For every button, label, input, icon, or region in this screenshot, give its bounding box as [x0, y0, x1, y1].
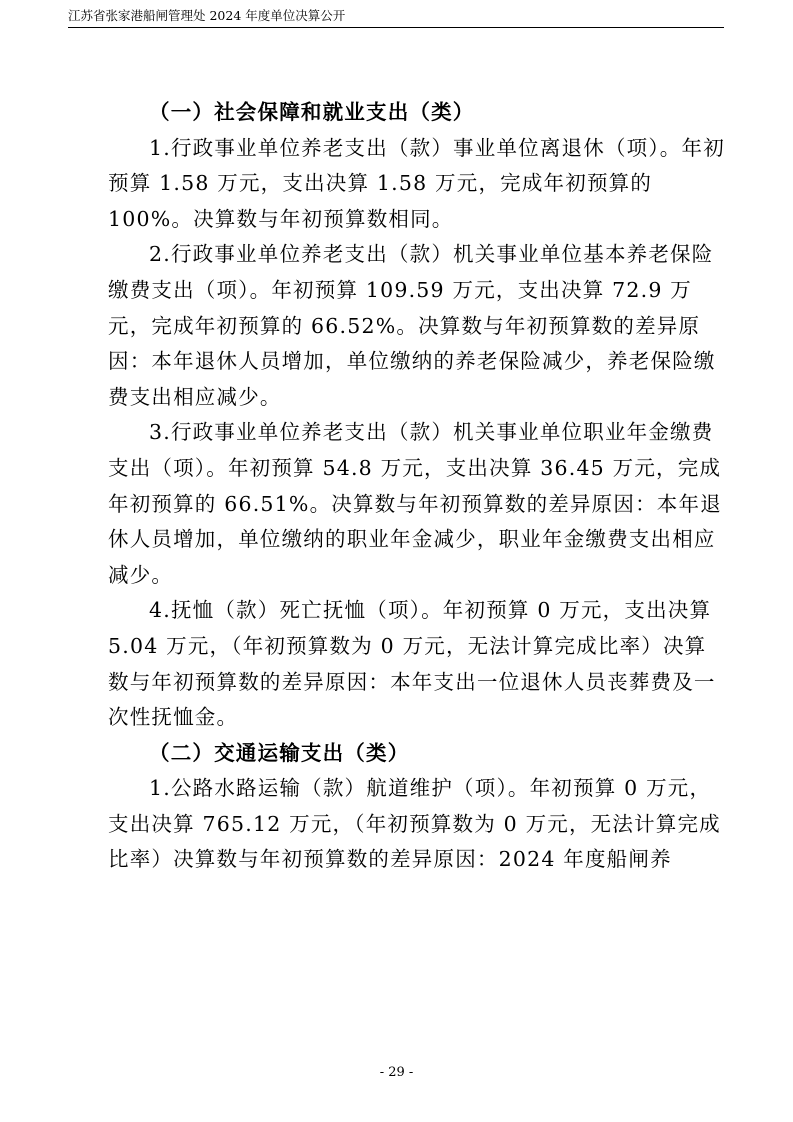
- document-body: [108, 95, 728, 878]
- paragraph-item-1-1: 1.行政事业单位养老支出（款）事业单位离退休（项）。年初预算 1.58 万元，支出决算 1.58 万元，完成年初预算的100%。决算数与年初预算数相同。: [108, 135, 725, 231]
- page-number: - 29 -: [379, 1065, 414, 1080]
- section-heading-social-security: （一）社会保障和就业支出（类）: [149, 100, 475, 124]
- paragraph-item-1-2: 2.行政事业单位养老支出（款）机关事业单位基本养老保险缴费支出（项）。年初预算 109.59 万元，支出决算 72.9 万元，完成年初预算的 66.52%。决算数与年初预算数的差异原因：本年退休人员增加，单位缴纳的养老保险减少，养老保险缴费支出相应减少。: [108, 242, 716, 409]
- paragraph-item-1-3: 3.行政事业单位养老支出（款）机关事业单位职业年金缴费支出（项）。年初预算 54.8 万元，支出决算 36.45 万元，完成年初预算的 66.51%。决算数与年初预算数的差异原因：本年退休人员增加，单位缴纳的职业年金减少，职业年金缴费支出相应减少。: [108, 420, 722, 587]
- section-heading-transport: （二）交通运输支出（类）: [149, 740, 410, 765]
- running-header: 江苏省张家港船闸管理处 2024 年度单位决算公开: [68, 8, 346, 23]
- header-rule: [68, 27, 724, 28]
- paragraph-item-1-4: 4.抚恤（款）死亡抚恤（项）。年初预算 0 万元，支出决算 5.04 万元，（年初预算数为 0 万元，无法计算完成比率）决算数与年初预算数的差异原因：本年支出一位退休人员丧葬费及一次性抚恤金。: [108, 598, 716, 730]
- paragraph-item-2-1: 1.公路水路运输（款）航道维护（项）。年初预算 0 万元，支出决算 765.12 万元，（年初预算数为 0 万元，无法计算完成比率）决算数与年初预算数的差异原因：2024 年度船闸养: [108, 776, 721, 872]
